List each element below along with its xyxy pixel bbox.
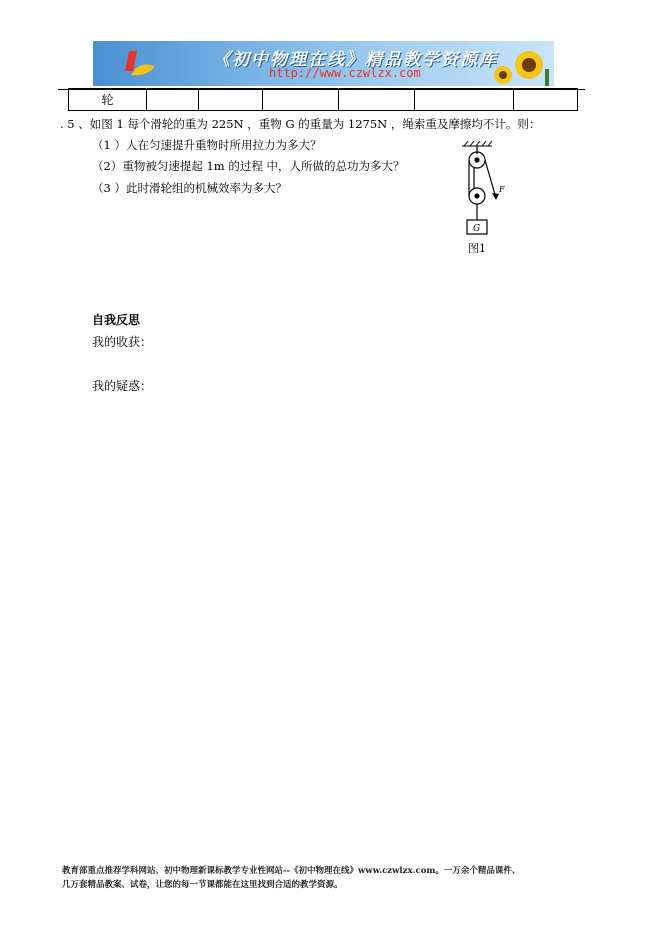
reflection-doubt: 我的疑惑： bbox=[92, 379, 153, 393]
header-banner bbox=[93, 41, 554, 86]
table-cell bbox=[415, 89, 514, 111]
site-logo bbox=[121, 47, 161, 81]
figure-caption: 图1 bbox=[468, 242, 486, 255]
sunflower-image bbox=[489, 43, 553, 86]
force-arrow-icon bbox=[492, 193, 499, 200]
banner-title: 《初中物理在线》精品教学资源库 bbox=[213, 50, 498, 70]
footer-line-1: 教育部重点推荐学科网站、初中物理新课标教学专业性网站--《初中物理在线》www.czwlzx.com。一万余个精品课件、 bbox=[62, 866, 521, 876]
table-cell bbox=[263, 89, 339, 111]
banner-url[interactable]: http://www.czwlzx.com bbox=[269, 66, 421, 80]
table-cell bbox=[147, 89, 199, 111]
weight-label: G bbox=[473, 224, 481, 234]
question-part-2: （2）重物被匀速提起 1m 的过程 中，人所做的总功为多大？ bbox=[92, 159, 405, 173]
reflection-gain: 我的收获： bbox=[92, 335, 153, 349]
table-cell bbox=[199, 89, 263, 111]
table-row bbox=[69, 89, 578, 111]
table-cell: 轮 bbox=[69, 89, 147, 111]
question-part-3: （3 ）此时滑轮组的机械效率为多大？ bbox=[92, 181, 287, 195]
reflection-heading: 自我反思 bbox=[92, 313, 141, 327]
table-cell bbox=[339, 89, 415, 111]
footer-line-2: 几万套精品教案、试卷，让您的每一节课都能在这里找到合适的教学资源。 bbox=[62, 880, 343, 890]
force-label: F bbox=[499, 185, 505, 194]
ceiling-hatch bbox=[462, 141, 492, 146]
rope-pull bbox=[485, 160, 496, 198]
question-part-1: （1 ）人在匀速提升重物时所用拉力为多大？ bbox=[92, 138, 322, 152]
footer-text bbox=[62, 864, 602, 892]
question-stem: . 5 、如图 1 每个滑轮的重为 225N ，重物 G 的重量为 1275N ，绳索重及摩擦均不计。则： bbox=[60, 117, 541, 131]
data-table bbox=[68, 88, 578, 111]
table-cell bbox=[514, 89, 578, 111]
